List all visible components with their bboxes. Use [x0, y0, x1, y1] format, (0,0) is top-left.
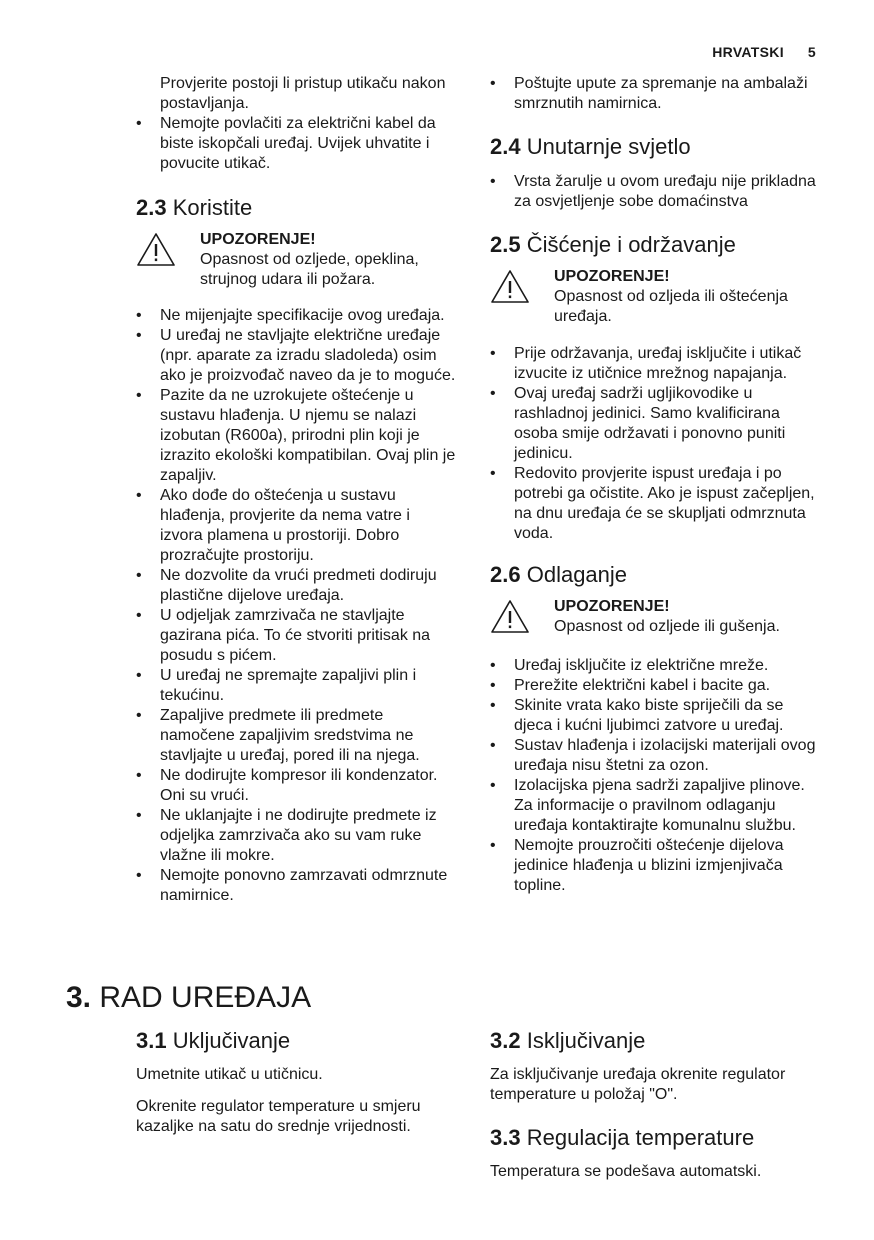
- list-item: • Uređaj isključite iz električne mreže.: [490, 656, 820, 676]
- list-item: • Ne uklanjajte i ne dodirujte predmete iz odjeljka zamrzivača ako su vam ruke vlažne ili mokre.: [136, 806, 456, 866]
- list-item: • Izolacijska pjena sadrži zapaljive plinove. Za informacije o pravilnom odlaganju uređaja kontaktirajte komunalnu službu.: [490, 776, 820, 836]
- section-2-6-heading: 2.6 Odlaganje: [490, 562, 628, 587]
- section-3-3-heading: 3.3 Regulacija temperature: [490, 1125, 755, 1150]
- list-item: • Poštujte upute za spremanje na ambalaži smrznutih namirnica.: [490, 74, 820, 114]
- list-item: • Ne dodirujte kompresor ili kondenzator. Oni su vrući.: [136, 766, 456, 806]
- section-3-2-heading: 3.2 Isključivanje: [490, 1028, 646, 1053]
- left-continued-list: [136, 74, 456, 114]
- section-2-3-heading: 2.3 Koristite: [136, 195, 253, 220]
- warning-icon: [490, 597, 554, 640]
- page-number: 5: [807, 44, 816, 60]
- page-header: [712, 44, 816, 60]
- warning-title: UPOZORENJE!: [554, 598, 670, 615]
- list-item: • Vrsta žarulje u ovom uređaju nije prikladna za osvjetljenje sobe domaćinstva: [490, 172, 820, 212]
- list-item: • Ne dozvolite da vrući predmeti dodiruju plastične dijelove uređaja.: [136, 566, 456, 606]
- right-top-list: [490, 74, 820, 114]
- list-item: • Skinite vrata kako biste spriječili da se djeca i kućni ljubimci zatvore u uređaj.: [490, 696, 820, 736]
- list-item: • Pazite da ne uzrokujete oštećenje u sustavu hlađenja. U njemu se nalazi izobutan (R600a), prirodni plin koji je izrazito ekološki kompatibilan. Ovaj plin je zapaljiv.: [136, 386, 456, 486]
- list-item: Provjerite postoji li pristup utikaču nakon postavljanja.: [160, 75, 446, 112]
- list-item: • U uređaj ne spremajte zapaljivi plin i tekućinu.: [136, 666, 456, 706]
- left-top-list: [136, 114, 456, 174]
- section-2-4-list: [490, 172, 820, 212]
- warning-text: Opasnost od ozljede, opeklina, strujnog udara ili požara.: [200, 251, 419, 288]
- section-2-5-heading: 2.5 Čišćenje i održavanje: [490, 232, 736, 257]
- paragraph: Okrenite regulator temperature u smjeru kazaljke na satu do srednje vrijednosti.: [136, 1098, 421, 1135]
- left-column: [136, 74, 456, 906]
- list-item: • U odjeljak zamrzivača ne stavljajte gazirana pića. To će stvoriti pritisak na posudu s pićem.: [136, 606, 456, 666]
- list-item: • Nemojte prouzročiti oštećenje dijelova jedinice hlađenja u blizini izmjenjivača topline.: [490, 836, 820, 896]
- section-2-3-list: [136, 306, 456, 906]
- list-item: • Nemojte ponovno zamrzavati odmrznute namirnice.: [136, 866, 456, 906]
- list-item: • Prije održavanja, uređaj isključite i utikač izvucite iz utičnice mrežnog napajanja.: [490, 344, 820, 384]
- warning-box-2-6: [490, 597, 820, 640]
- section-3-1-heading: 3.1 Uključivanje: [136, 1028, 291, 1053]
- warning-box-2-3: [136, 230, 456, 290]
- list-item: • Ako dođe do oštećenja u sustavu hlađenja, provjerite da nema vatre i izvora plamena u prostoriji. Dobro prozračujte prostoriju.: [136, 486, 456, 566]
- section-3-1: [136, 1028, 466, 1137]
- section-2-6-list: [490, 656, 820, 896]
- warning-box-2-5: [490, 267, 820, 327]
- list-item: • Ne mijenjajte specifikacije ovog uređaja.: [136, 306, 456, 326]
- right-column: [490, 74, 820, 896]
- paragraph: Za isključivanje uređaja okrenite regulator temperature u položaj "O".: [490, 1066, 786, 1103]
- warning-icon: [136, 230, 200, 273]
- section-2-4-heading: 2.4 Unutarnje svjetlo: [490, 134, 691, 159]
- section-2-5-list: [490, 344, 820, 544]
- section-3-2-3-3: [490, 1028, 820, 1182]
- paragraph: Temperatura se podešava automatski.: [490, 1163, 762, 1180]
- list-item: • Sustav hlađenja i izolacijski materijali ovog uređaja nisu štetni za ozon.: [490, 736, 820, 776]
- warning-icon: [490, 267, 554, 310]
- list-item: • U uređaj ne stavljajte električne uređaje (npr. aparate za izradu sladoleda) osim ako je proizvođač naveo da je to moguće.: [136, 326, 456, 386]
- warning-title: UPOZORENJE!: [200, 231, 316, 248]
- list-item: • Prerežite električni kabel i bacite ga.: [490, 676, 820, 696]
- list-item: • Zapaljive predmete ili predmete namočene zapaljivim sredstvima ne stavljajte u uređaj, pored ili na njega.: [136, 706, 456, 766]
- warning-title: UPOZORENJE!: [554, 268, 670, 285]
- list-item: • Nemojte povlačiti za električni kabel da biste iskopčali uređaj. Uvijek uhvatite i povucite utikač.: [136, 114, 456, 174]
- paragraph: Umetnite utikač u utičnicu.: [136, 1066, 323, 1083]
- list-item: • Redovito provjerite ispust uređaja i po potrebi ga očistite. Ako je ispust začepljen, na dnu uređaja će se skupljati odmrznuta voda.: [490, 464, 820, 544]
- warning-text: Opasnost od ozljeda ili oštećenja uređaja.: [554, 288, 788, 325]
- list-item: • Ovaj uređaj sadrži ugljikovodike u rashladnoj jedinici. Samo kvalificirana osoba smije održavati i ponovno puniti jedinicu.: [490, 384, 820, 464]
- warning-text: Opasnost od ozljede ili gušenja.: [554, 618, 780, 635]
- chapter-3-heading: 3. RAD UREĐAJA: [66, 981, 312, 1014]
- header-language: HRVATSKI: [712, 44, 784, 60]
